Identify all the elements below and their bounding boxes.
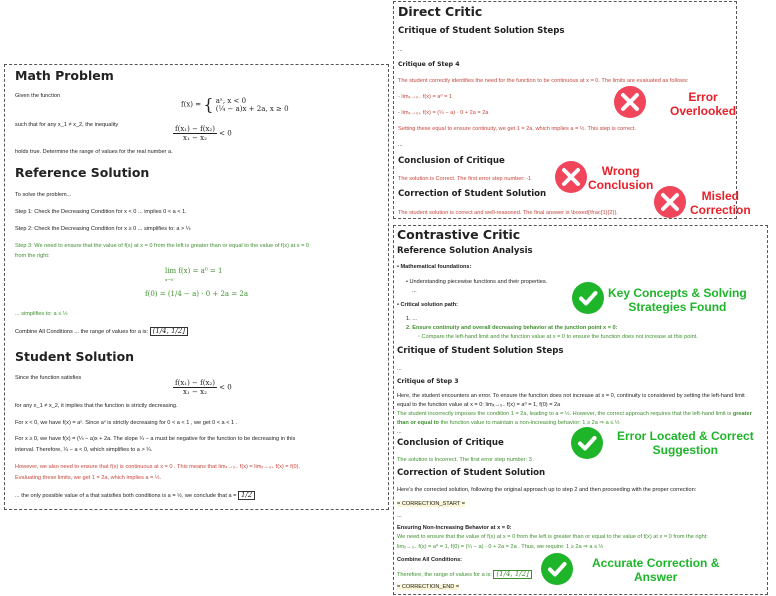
holds-text: holds true. Determine the range of values for the real number a. bbox=[15, 149, 173, 155]
ineq-num: f(x₁) − f(x₂) bbox=[175, 125, 215, 133]
piece-2: (¼ − a)x + 2a, x ≥ 0 bbox=[215, 104, 289, 113]
cc-conclusion: The solution is Incorrect. The first error step number: 3 bbox=[397, 457, 532, 463]
cc-c3 bbox=[397, 411, 752, 418]
student-solution-title: Student Solution bbox=[15, 349, 135, 364]
cc-path-1: 1. ... bbox=[406, 316, 417, 322]
dc-step4-title: Critique of Step 4 bbox=[398, 61, 460, 68]
ref-intro: To solve the problem... bbox=[15, 192, 72, 198]
cc-foundation-item: • Understanding piecewise functions and their properties. bbox=[406, 279, 548, 285]
cc-e2: limₓ→₀₋ f(x) = a⁰ = 1, f(0) = (¼ − a) · 0 + 2a = 2a . Thus, we require: 1 ≥ 2a ⇒ a ≤ ½ bbox=[397, 544, 604, 550]
x-circle-icon bbox=[555, 161, 587, 193]
cc-path: • Critical solution path: bbox=[397, 302, 459, 308]
inequality bbox=[173, 125, 232, 142]
ref-step3: Step 3: We need to ensure that the value of f(x) at x = 0 from the left is greater than or equal to the value of f(x) at x = 0 bbox=[15, 243, 310, 249]
stu-inequality bbox=[173, 379, 232, 396]
check-circle-icon bbox=[541, 553, 573, 585]
cc-c3-bold: greater bbox=[732, 411, 752, 417]
ref-simplifies: ... simplifies to: a ≤ ½ bbox=[15, 311, 68, 317]
error-located-label: Error Located & Correct Suggestion bbox=[617, 429, 754, 457]
ref-limit-sub: x→0⁻ bbox=[165, 277, 176, 282]
stu-error-step: However, we also need to ensure that f(x) is continuous at x = 0 . This means that limₓ→₀₋ f(x) = limₓ→₀₊ f(x) = f(0). bbox=[15, 464, 301, 470]
stu-for-any: for any x_1 ≠ x_2, it implies that the function is strictly decreasing. bbox=[15, 403, 178, 409]
stu-positive-case-cont: interval. Therefore, ¼ − a < 0, which simplifies to a > ¼. bbox=[15, 447, 153, 453]
ref-step3-cont: from the right: bbox=[15, 253, 50, 259]
cc-corr-end bbox=[397, 584, 459, 591]
ref-combine-text: Combine All Conditions ... the range of values for a is: bbox=[15, 328, 149, 335]
cc-correction-title: Correction of Student Solution bbox=[397, 468, 546, 478]
cc-corr-start bbox=[397, 501, 465, 508]
dc-conclusion-title: Conclusion of Critique bbox=[398, 156, 505, 166]
cc-path-2: 2. Ensure continuity and overall decreasing behavior at the junction point x = 0: bbox=[406, 325, 618, 331]
cc-ellipsis-3: ... bbox=[397, 429, 402, 435]
cc-corr-start-text: = CORRECTION_START = bbox=[397, 501, 466, 507]
cc-step3-title: Critique of Step 3 bbox=[397, 378, 459, 385]
ref-limit bbox=[165, 267, 222, 283]
problem-panel bbox=[4, 64, 389, 510]
x-circle-icon bbox=[654, 186, 686, 218]
x-circle-icon bbox=[614, 86, 646, 118]
ref-step2: Step 2: Check the Decreasing Condition for x ≥ 0 ... simplifies to: a > ¼ bbox=[15, 226, 191, 232]
stu-positive-case: For x ≥ 0, we have f(x) = (¼ − a)x + 2a. The slope ¼ − a must be negative for the function to be decreasing in this bbox=[15, 436, 296, 442]
cc-c4-text: the function value to maintain a non-increasing behavior: 1 ≥ 2a ⇒ a ≤ ½ bbox=[438, 420, 620, 426]
stu-ineq-rhs: < 0 bbox=[219, 383, 232, 392]
stu-answer-box: 1/2 bbox=[238, 491, 255, 500]
stu-ineq-num: f(x₁) − f(x₂) bbox=[175, 379, 215, 387]
ref-limit-expr: lim f(x) = a⁰ = 1 bbox=[165, 267, 223, 275]
dc-s1: The student correctly identifies the need for the function to be continuous at x = 0. The limits are evaluated as follows: bbox=[398, 78, 689, 84]
cc-foundations: • Mathematical foundations: bbox=[397, 264, 472, 270]
stu-negative-case: For x < 0, we have f(x) = aˣ. Since aˣ is strictly decreasing for 0 < a < 1 , we get 0 < a < 1 . bbox=[15, 420, 238, 426]
such-that-text: such that for any x_1 ≠ x_2, the inequality bbox=[15, 122, 119, 128]
math-problem-title: Math Problem bbox=[15, 68, 114, 83]
accurate-correction-label: Accurate Correction & Answer bbox=[592, 556, 720, 584]
ref-answer-box: (1/4, 1/2] bbox=[150, 327, 188, 336]
dc-correction: The student solution is correct and well-reasoned. The final answer is \boxed{\frac{1}{2}}. bbox=[398, 210, 618, 216]
cc-ensuring: Ensuring Non-Increasing Behavior at x = 0: bbox=[397, 525, 512, 531]
contrastive-critic-title: Contrastive Critic bbox=[397, 227, 521, 242]
cc-corr-intro: Here's the corrected solution, following the original approach up to step 2 and then proceeding with the proper correction: bbox=[397, 487, 697, 493]
ineq-rhs: < 0 bbox=[219, 129, 232, 138]
cc-corr-end-text: = CORRECTION_END = bbox=[397, 584, 460, 590]
cc-ellipsis-2: ... bbox=[397, 366, 402, 372]
cc-c4 bbox=[397, 420, 620, 427]
cc-ellipsis: ... bbox=[412, 288, 417, 294]
wrong-conclusion-label: Wrong Conclusion bbox=[588, 164, 654, 192]
dc-ellipsis: ... bbox=[398, 47, 403, 53]
stu-ineq-den: x₁ − x₂ bbox=[183, 388, 207, 396]
piece-1: aˣ, x < 0 bbox=[215, 96, 247, 105]
reference-solution-title: Reference Solution bbox=[15, 165, 150, 180]
dc-correction-title: Correction of Student Solution bbox=[398, 189, 547, 199]
piecewise-function: f(x) = { aˣ, x < 0 (¼ − a)x + 2a, x ≥ 0 bbox=[181, 95, 289, 114]
dc-steps-title: Critique of Student Solution Steps bbox=[398, 26, 565, 36]
stu-since: Since the function satisfies bbox=[15, 375, 82, 381]
given-text: Given the function bbox=[15, 93, 61, 99]
cc-c4-bold: than or equal to bbox=[397, 420, 439, 426]
misled-correction-label: Misled Correction bbox=[690, 189, 751, 217]
key-concepts-label: Key Concepts & Solving Strategies Found bbox=[608, 286, 747, 314]
dc-ellipsis-2: ... bbox=[398, 142, 403, 148]
error-overlooked-label: Error Overlooked bbox=[670, 90, 737, 118]
cc-foundation-text: Understanding piecewise functions and their properties. bbox=[409, 279, 548, 285]
cc-ellipsis-4: ... bbox=[397, 513, 402, 519]
stu-error-step-cont: Evaluating these limits, we get 1 = 2a, which implies a = ½. bbox=[15, 475, 162, 481]
cc-steps-title: Critique of Student Solution Steps bbox=[397, 346, 564, 356]
cc-therefore-text: Therefore, the range of values for a is: bbox=[397, 571, 492, 578]
stu-conclusion-text: ... the only possible value of a that satisfies both conditions is a = ½, we conclude that a = bbox=[15, 492, 237, 499]
ref-step1: Step 1: Check the Decreasing Condition for x < 0 ... implies 0 < a < 1. bbox=[15, 209, 187, 215]
check-circle-icon bbox=[572, 282, 604, 314]
cc-e1: We need to ensure that the value of f(x) at x = 0 from the left is greater than or equal to the value of f(x) at x = 0 from the right: bbox=[397, 534, 708, 540]
cc-therefore bbox=[397, 570, 532, 579]
fx-label: f(x) = bbox=[181, 100, 202, 109]
cc-answer-box: (1/4, 1/2] bbox=[493, 570, 531, 579]
dc-s3: - limₓ→₀₊ f(x) = (¼ − a) · 0 + 2a = 2a bbox=[398, 110, 489, 116]
cc-analysis-title: Reference Solution Analysis bbox=[397, 246, 533, 256]
ineq-den: x₁ − x₂ bbox=[183, 134, 207, 142]
cc-path-2-sub: ◦ Compare the left-hand limit and the function value at x = 0 to ensure the function does not increase at this point. bbox=[418, 334, 698, 340]
dc-s4: Setting these equal to ensure continuity, we get 1 = 2a, which implies a = ½. This step is correct. bbox=[398, 126, 636, 132]
contrastive-critic-panel bbox=[393, 225, 768, 595]
cc-path-2-sub-text: Compare the left-hand limit and the function value at x = 0 to ensure the function does not increase at this point. bbox=[421, 334, 698, 340]
dc-conclusion: The solution is Correct. The first error step number: -1 bbox=[398, 176, 532, 182]
cc-c1: Here, the student encounters an error. To ensure the function does not increase at x = 0, continuity is considered by setting the left-hand limit bbox=[397, 393, 745, 399]
cc-c3-text: The student incorrectly imposes the condition 1 = 2a, leading to a = ½. However, the correct approach requires that the left-hand limit is bbox=[397, 411, 733, 417]
ref-f0: f(0) = (1/4 − a) · 0 + 2a = 2a bbox=[145, 290, 249, 298]
dc-s2: - limₓ→₀₋ f(x) = a⁰ = 1 bbox=[398, 94, 453, 100]
direct-critic-title: Direct Critic bbox=[398, 4, 483, 19]
cc-conclusion-title: Conclusion of Critique bbox=[397, 438, 504, 448]
cc-c2: equal to the function value at x = 0: limₓ→₀₋ f(x) = a⁰ = 1, f(0) = 2a bbox=[397, 402, 561, 408]
cc-combine: Combine All Conditions: bbox=[397, 557, 463, 563]
check-circle-icon bbox=[571, 427, 603, 459]
stu-conclusion bbox=[15, 491, 255, 500]
ref-combine bbox=[15, 327, 188, 336]
